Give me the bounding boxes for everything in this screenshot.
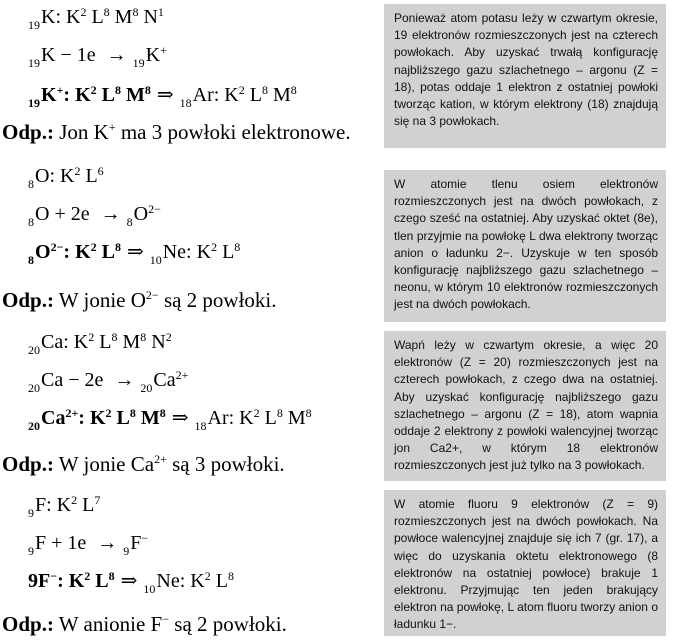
ca-ion-config-line: $_{20}Ca^{2+}$: $K^2$ $L^8$ $M^8$ ⇒ $_{18}$Ar: $K^2$ $L^8$ $M^8$: [28, 406, 312, 433]
ca-explanation-note: Wapń leży w czwartym okresie, a więc 20 elektronów (Z = 20) rozmieszczonych jest na czterech powłokach, z czego dwa na ostatniej. Aby uzyskać konfigurację najbliższego gazu szlachetnego – argonu (Z = 18), atom wapnia oddaje 2 elektrony z powłoki walencyjnej tworząc jon Ca2+, w którym 18 elektronów rozmieszczonych jest już tylko na 3 powłokach.: [384, 331, 666, 481]
o-config-line: $_8$O: $K^2$ $L^6$: [28, 164, 104, 191]
f-config-line: $_9$F: $K^2$ $L^7$: [28, 493, 101, 520]
k-ion-config-line: $_{19}$K+: $K^2$ $L^8$ $M^8$ ⇒ $_{18}$Ar: $K^2$ $L^8$ $M^8$: [28, 83, 297, 110]
ca-answer: Odp.: W jonie $Ca^{2+}$ są 3 powłoki.: [2, 452, 285, 476]
f-ion-config-line: 9F−: $K^2$ $L^8$ ⇒ $_{10}$Ne: $K^2$ $L^8$: [28, 569, 234, 596]
f-ionization-equation: $_9$F + 1e → $_9$F−: [28, 531, 149, 558]
f-explanation-note: W atomie fluoru 9 elektronów (Z = 9) rozmieszczonych jest na dwóch powłokach. Na powłoce walencyjnej znajduje się ich 7 (gr. 17), a więc do uzyskania oktetu elektronowego (8 elektronów na ostatniej powłoce) brakuje 1 elektronu. Przyjmując ten jeden brakujący elektron na powłokę, L atom fluoru tworzy anion o ładunku 1−.: [384, 490, 666, 636]
ca-config-line: $_{20}$Ca: $K^2$ $L^8$ $M^8$ $N^2$: [28, 330, 172, 357]
k-ionization-equation: $_{19}$K − 1e → $_{19}$K+: [28, 43, 167, 70]
f-answer: Odp.: W anionie F− są 2 powłoki.: [2, 612, 287, 636]
o-ionization-equation: $_8O + 2e \to _8O^{2-}$: [28, 202, 161, 229]
o-ion-config-line: $_8O^{2-}$: $K^2$ $L^8$ ⇒ $_{10}$Ne: $K^2$ $L^8$: [28, 240, 241, 267]
o-answer: Odp.: W jonie $O^{2-}$ są 2 powłoki.: [2, 288, 277, 312]
ca-ionization-equation: $_{20}Ca - 2e \to _{20}Ca^{2+}$: [28, 368, 189, 395]
o-explanation-note: W atomie tlenu osiem elektronów rozmieszczonych jest na dwóch powłokach, z czego sześć na ostatniej. Aby uzyskać oktet (8e), tlen przyjmie na powłokę L dwa elektrony tworząc anion o ładunku 2−. Uzyskuje w ten sposób konfigurację najbliższego gazu szlachetnego – neonu, w którym 10 elektronów rozmieszczonych jest na dwóch powłokach.: [384, 170, 666, 322]
k-config-line: $_{19}$K: $K^2$ $L^8$ $M^8$ $N^1$: [28, 5, 164, 32]
k-answer: Odp.: Jon K+ ma 3 powłoki elektronowe.: [2, 120, 351, 144]
k-explanation-note: Ponieważ atom potasu leży w czwartym okresie, 19 elektronów rozmieszczonych jest na czterech powłokach. Aby uzyskać trwałą konfigurację najbliższego gazu szlachetnego – argonu (Z = 18), potas oddaje 1 elektron z ostatniej powłoki tworząc kation, w którym elektrony (18) znajdują się na 3 powłokach.: [384, 4, 666, 148]
